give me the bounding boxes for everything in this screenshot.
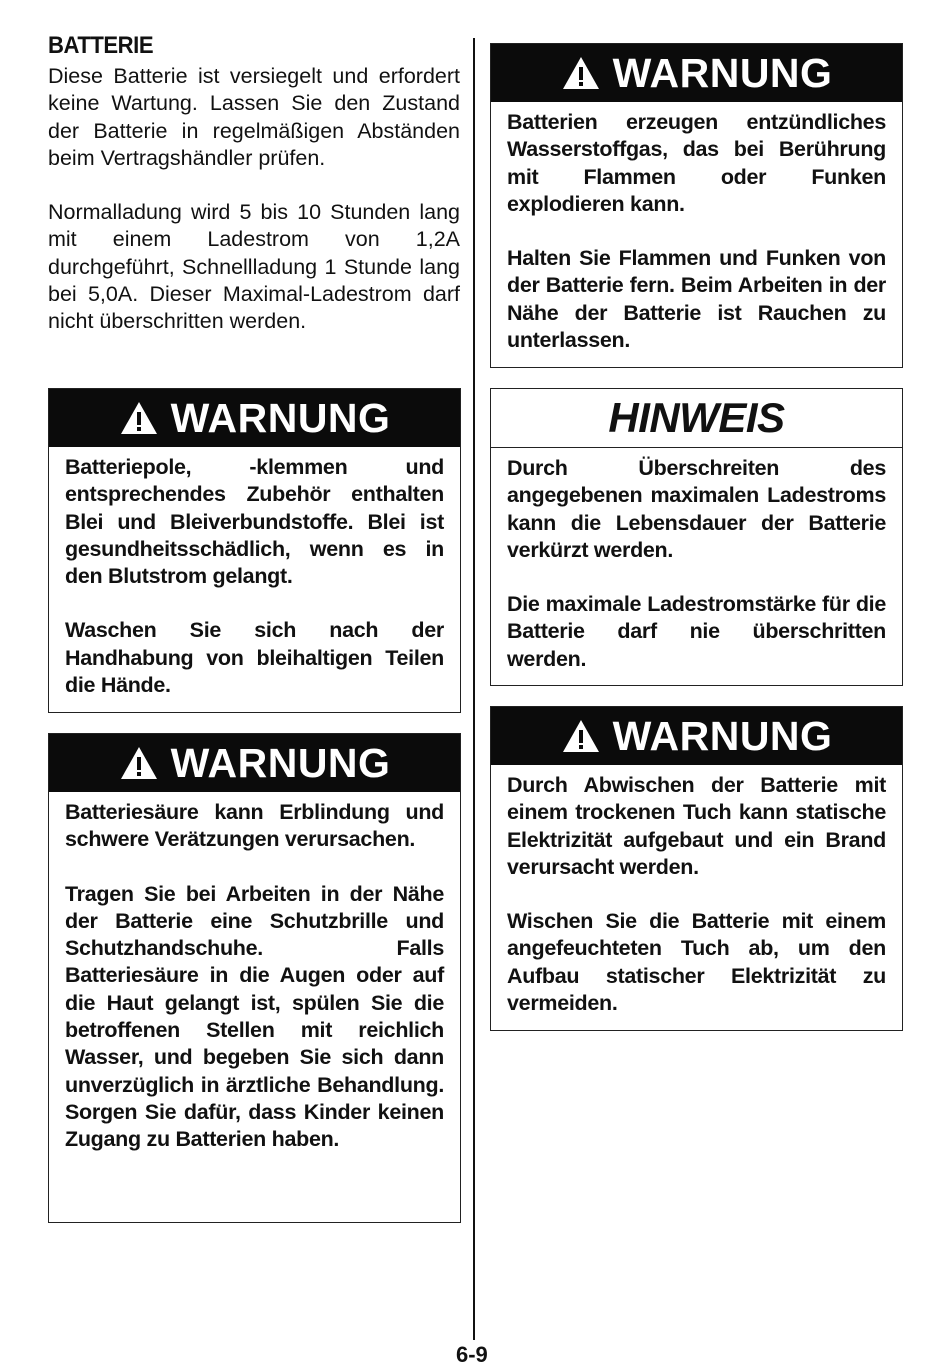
warning-instruction: Wischen Sie die Batterie mit einem angefeuchteten Tuch ab, um den Aufbau statischer Elektrizität zu vermeiden. <box>507 909 886 1016</box>
warning-body <box>491 765 902 1027</box>
warning-box-header <box>491 707 902 765</box>
battery-paragraph-charging: Normalladung wird 5 bis 10 Stunden lang mit einem Ladestrom von 1,2A durchgeführt, Schnellladung 1 Stunde lang bei 5,0A. Dieser Maximal-Ladestrom darf nicht überschritten werden. <box>48 200 460 334</box>
warning-box-header <box>49 389 460 447</box>
notice-box-charge <box>490 388 903 686</box>
warning-title: WARNUNG <box>612 49 833 96</box>
warning-triangle-icon <box>119 400 159 436</box>
battery-paragraph-maintenance: Diese Batterie ist versiegelt und erfordert keine Wartung. Lassen Sie den Zustand der Batterie in regelmäßigen Abständen beim Vertragshändler prüfen. <box>48 64 460 170</box>
warning-triangle-icon <box>119 745 159 781</box>
notice-instruction: Die maximale Ladestromstärke für die Batterie darf nie überschritten werden. <box>507 592 886 671</box>
warning-instruction: Halten Sie Flammen und Funken von der Batterie fern. Beim Arbeiten in der Nähe der Batterie ist Rauchen zu unterlassen. <box>507 246 886 353</box>
warning-body <box>49 792 460 1164</box>
notice-body <box>491 448 902 683</box>
warning-box-static <box>490 706 903 1031</box>
notice-text: Durch Überschreiten des angegebenen maximalen Ladestroms kann die Lebensdauer der Batterie verkürzt werden. <box>507 456 886 562</box>
warning-title: WARNUNG <box>612 712 833 759</box>
warning-title: WARNUNG <box>170 739 391 786</box>
warning-box-header <box>491 44 902 102</box>
warning-instruction: Tragen Sie bei Arbeiten in der Nähe der Batterie eine Schutzbrille und Schutzhandschuhe. Falls Batteriesäure in die Augen oder auf die Haut gelangt ist, spülen Sie die betroffenen Stellen mit reichlich Wasser, und begeben Sie sich dann unverzüglich in ärztliche Behandlung. Sorgen Sie dafür, dass Kinder keinen Zugang zu Batterien haben. <box>65 881 444 1152</box>
notice-title: HINWEIS <box>608 394 785 441</box>
warning-box-acid <box>48 733 461 1223</box>
page-number: 6-9 <box>456 1342 488 1367</box>
warning-text: Batteriesäure kann Erblindung und schwere Verätzungen verursachen. <box>65 800 444 852</box>
warning-box-header <box>49 734 460 792</box>
warning-text: Batterien erzeugen entzündliches Wasserstoffgas, das bei Berührung mit Flammen oder Funken explodieren kann. <box>507 110 886 216</box>
battery-intro <box>48 63 460 363</box>
warning-body <box>49 447 460 709</box>
warning-triangle-icon <box>561 718 601 754</box>
warning-title: WARNUNG <box>170 394 391 441</box>
warning-text: Batteriepole, -klemmen und entsprechendes Zubehör enthalten Blei und Bleiverbundstoffe. Blei ist gesundheitsschädlich, wenn es in den Blutstrom gelangt. <box>65 455 444 589</box>
notice-box-header <box>491 389 902 448</box>
warning-text: Durch Abwischen der Batterie mit einem trockenen Tuch kann statische Elektrizität aufgebaut und ein Brand verursacht werden. <box>507 773 886 879</box>
column-divider <box>473 38 475 1340</box>
warning-box-hydrogen <box>490 43 903 368</box>
warning-box-lead <box>48 388 461 713</box>
warning-instruction: Waschen Sie sich nach der Handhabung von bleihaltigen Teilen die Hände. <box>65 618 444 698</box>
warning-body <box>491 102 902 364</box>
warning-triangle-icon <box>561 55 601 91</box>
section-heading-battery: BATTERIE <box>48 32 154 59</box>
